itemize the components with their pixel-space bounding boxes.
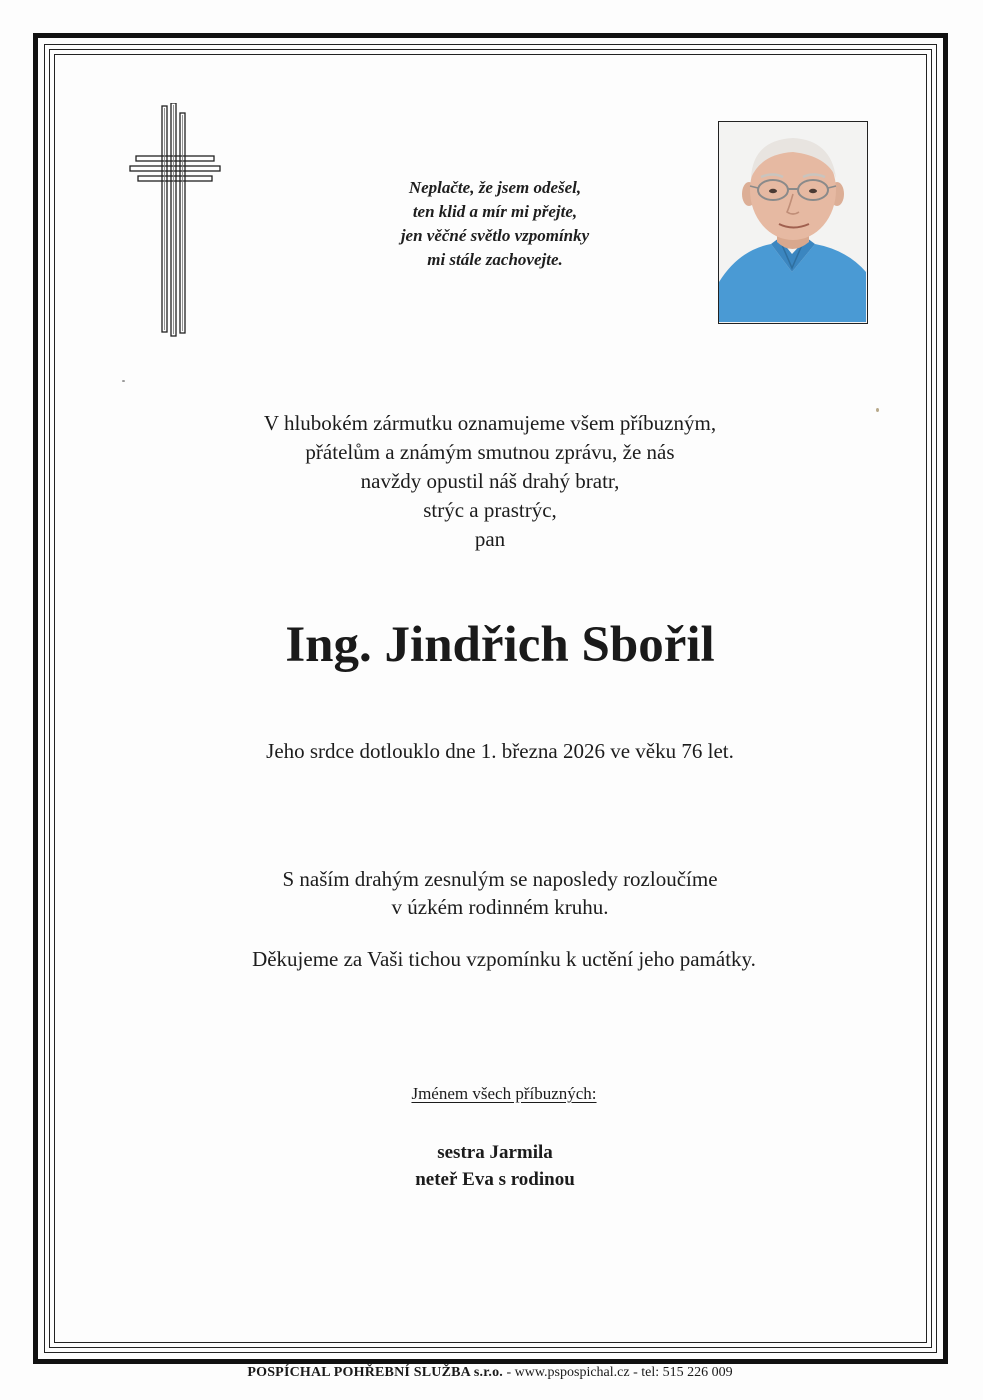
funeral-company-contact: - www.pspospichal.cz - tel: 515 226 009 — [502, 1365, 733, 1380]
mourners-list — [300, 1139, 690, 1193]
funeral-service-footer — [100, 1363, 880, 1383]
scan-speck — [122, 380, 125, 382]
announcement-line: V hlubokém zármutku oznamujeme všem příbuzným, — [263, 411, 717, 435]
deceased-name: Ing. Jindřich Sbořil — [285, 617, 715, 673]
memorial-poem — [330, 176, 660, 272]
funeral-company-name: POSPÍCHAL POHŘEBNÍ SLUŽBA s.r.o. — [247, 1365, 503, 1380]
announcement-line: pan — [474, 527, 506, 551]
on-behalf-label: Jménem všech příbuzných: — [411, 1084, 597, 1103]
mourner-item: sestra Jarmila — [437, 1142, 553, 1163]
poem-line: Neplačte, že jsem odešel, — [408, 178, 582, 197]
farewell-line: v úzkém rodinném kruhu. — [391, 895, 609, 919]
poem-line: ten klid a mír mi přejte, — [412, 202, 578, 221]
farewell-line: S naším drahým zesnulým se naposledy rozloučíme — [282, 867, 718, 891]
thanks-text: Děkujeme za Vaši tichou vzpomínku k uctění jeho památky. — [252, 947, 756, 971]
announcement-line: přátelům a známým smutnou zprávu, že nás — [305, 440, 675, 464]
mourner-item: neteř Eva s rodinou — [415, 1169, 575, 1190]
scan-speck — [876, 408, 879, 412]
farewell-text — [150, 865, 850, 921]
announcement-text — [150, 409, 830, 554]
deceased-portrait-photo — [718, 121, 868, 324]
death-notice: Jeho srdce dotlouklo dne 1. března 2026 ve věku 76 let. — [266, 739, 734, 763]
poem-line: mi stále zachovejte. — [427, 250, 563, 269]
announcement-line: navždy opustil náš drahý bratr, — [360, 469, 620, 493]
poem-line: jen věčné světlo vzpomínky — [400, 226, 590, 245]
announcement-line: strýc a prastrýc, — [423, 498, 557, 522]
cross-icon — [128, 103, 222, 339]
